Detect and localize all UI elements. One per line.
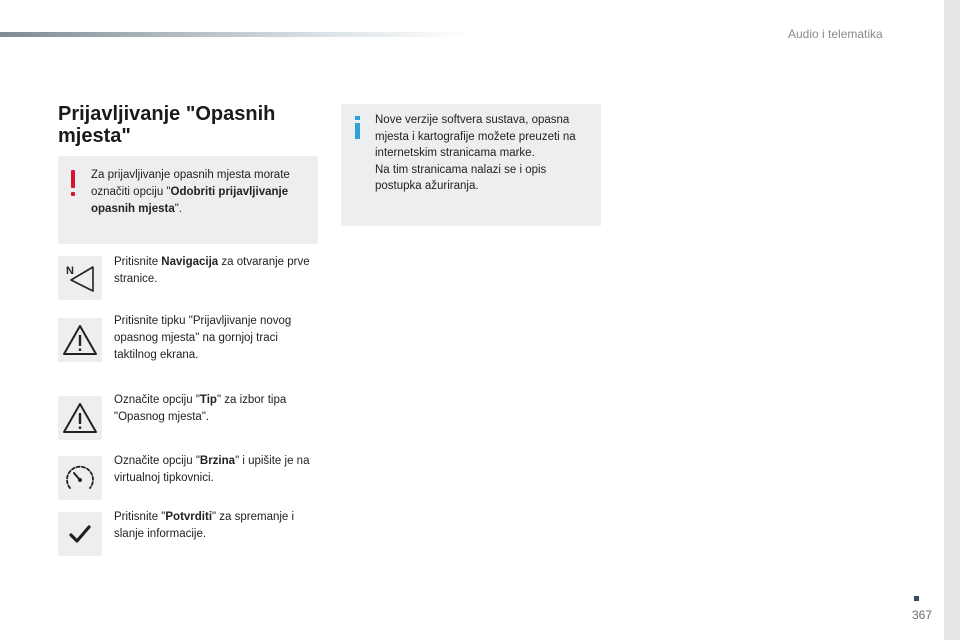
header-gradient-bar: [0, 32, 470, 37]
page-title: Prijavljivanje "Opasnih mjesta": [58, 103, 276, 147]
step-5-text: Pritisnite "Potvrditi" za spremanje i slanje informacije.: [114, 511, 295, 540]
step-2-text: Pritisnite tipku "Prijavljivanje novog opasnog mjesta" na gornjoj traci taktilnog ekrana.: [114, 315, 292, 361]
step-3-text: Označite opciju "Tip" za izbor tipa "Opasnog mjesta".: [114, 394, 287, 423]
page-edge-strip: [944, 0, 960, 640]
info-icon: [355, 116, 361, 140]
info-note: [341, 104, 601, 226]
step-1-text: Pritisnite Navigacija za otvaranje prve stranice.: [114, 256, 310, 285]
page-marker: [914, 596, 919, 601]
exclamation-icon: [71, 170, 76, 198]
svg-text:N: N: [66, 265, 74, 277]
info-note-text: [375, 112, 595, 195]
warning-note-text: Za prijavljivanje opasnih mjesta morate označiti opciju "Odobriti prijavljivanje opasnih mjesta".: [91, 169, 290, 215]
step-4-text: Označite opciju "Brzina" i upišite je na virtualnoj tipkovnici.: [114, 455, 310, 484]
checkmark-icon: [58, 512, 102, 556]
info-note-line: Na tim stranicama nalazi se i opis postupka ažuriranja.: [375, 163, 547, 192]
section-title: Audio i telematika: [788, 27, 883, 41]
warning-triangle-icon: [58, 396, 102, 440]
navigation-icon: [58, 256, 102, 300]
warning-note: [58, 156, 318, 244]
page-number: 367: [912, 608, 933, 622]
info-note-line: Nove verzije softvera sustava, opasna mjesta i kartografije možete preuzeti na internetskim stranicama marke.: [375, 114, 576, 159]
warning-triangle-icon: [58, 318, 102, 362]
speedometer-icon: [58, 456, 102, 500]
